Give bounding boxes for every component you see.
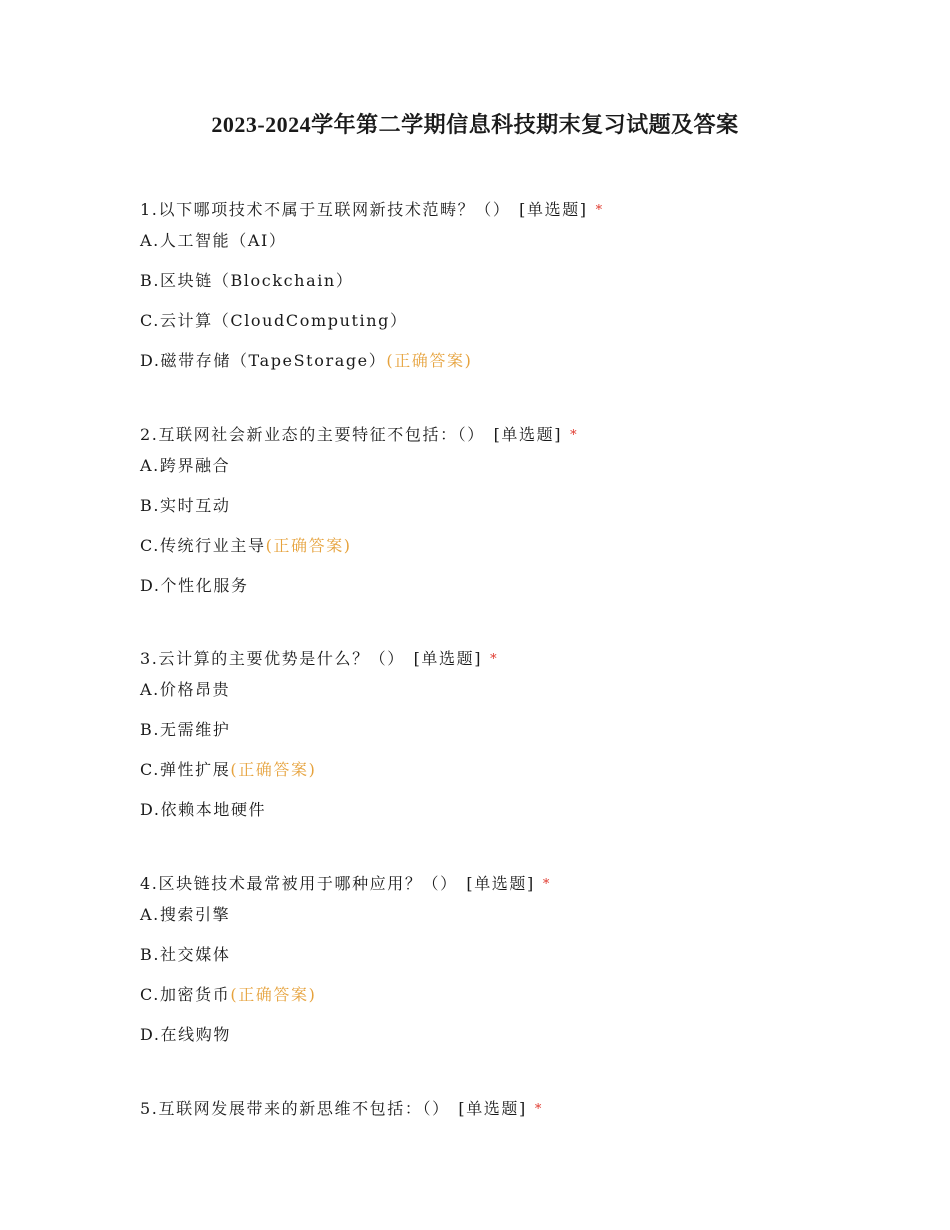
option-c [140,310,860,332]
option-d [140,575,860,597]
question-type-tag: [单选题] [466,874,535,893]
option-text: B.区块链（Blockchain） [140,271,354,290]
required-star: * [534,1102,543,1117]
question-block-1 [140,199,860,372]
option-d [140,350,860,372]
option-c [140,535,860,557]
question-text: 4.区块链技术最常被用于哪种应用？（） [140,874,458,893]
required-star: * [570,428,579,443]
question-block-3 [140,648,860,821]
option-text: B.实时互动 [140,496,231,515]
question-line [140,424,860,447]
question-block-2 [140,424,860,597]
question-line [140,648,860,671]
option-b [140,495,860,517]
correct-answer-mark: (正确答案) [386,351,473,370]
question-text: 1.以下哪项技术不属于互联网新技术范畴？（） [140,200,511,219]
correct-answer-mark: (正确答案) [230,985,317,1004]
question-text: 5.互联网发展带来的新思维不包括：（） [140,1099,450,1118]
required-star: * [490,652,499,667]
option-a [140,904,860,926]
option-b [140,270,860,292]
option-text: B.无需维护 [140,720,231,739]
option-text: D.在线购物 [140,1025,231,1044]
page-title: 2023-2024学年第二学期信息科技期末复习试题及答案 [211,112,739,137]
question-block-5 [140,1098,860,1121]
option-text: A.跨界融合 [140,456,231,475]
option-d [140,799,860,821]
correct-answer-mark: (正确答案) [265,536,352,555]
question-text: 2.互联网社会新业态的主要特征不包括：（） [140,425,485,444]
option-text: B.社交媒体 [140,945,231,964]
option-a [140,455,860,477]
question-type-tag: [单选题] [458,1099,527,1118]
option-c [140,759,860,781]
option-a [140,679,860,701]
option-text: D.个性化服务 [140,576,249,595]
option-b [140,719,860,741]
option-d [140,1024,860,1046]
option-text: C.云计算（CloudComputing） [140,311,408,330]
required-star: * [595,203,604,218]
option-text: A.搜索引擎 [140,905,231,924]
question-type-tag: [单选题] [493,425,563,444]
required-star: * [542,877,551,892]
option-c [140,984,860,1006]
question-line [140,199,860,222]
option-a [140,230,860,252]
option-text: C.传统行业主导 [140,536,266,555]
option-text: D.磁带存储（TapeStorage） [140,351,387,370]
option-text: C.加密货币 [140,985,231,1004]
question-text: 3.云计算的主要优势是什么？（） [140,649,405,668]
question-type-tag: [单选题] [519,200,588,219]
correct-answer-mark: (正确答案) [230,760,317,779]
option-text: A.价格昂贵 [140,680,231,699]
option-text: D.依赖本地硬件 [140,800,267,819]
question-type-tag: [单选题] [413,649,483,668]
question-block-4 [140,873,860,1046]
option-b [140,944,860,966]
question-line [140,1098,860,1121]
option-text: A.人工智能（AI） [140,231,287,250]
question-line [140,873,860,896]
option-text: C.弹性扩展 [140,760,231,779]
